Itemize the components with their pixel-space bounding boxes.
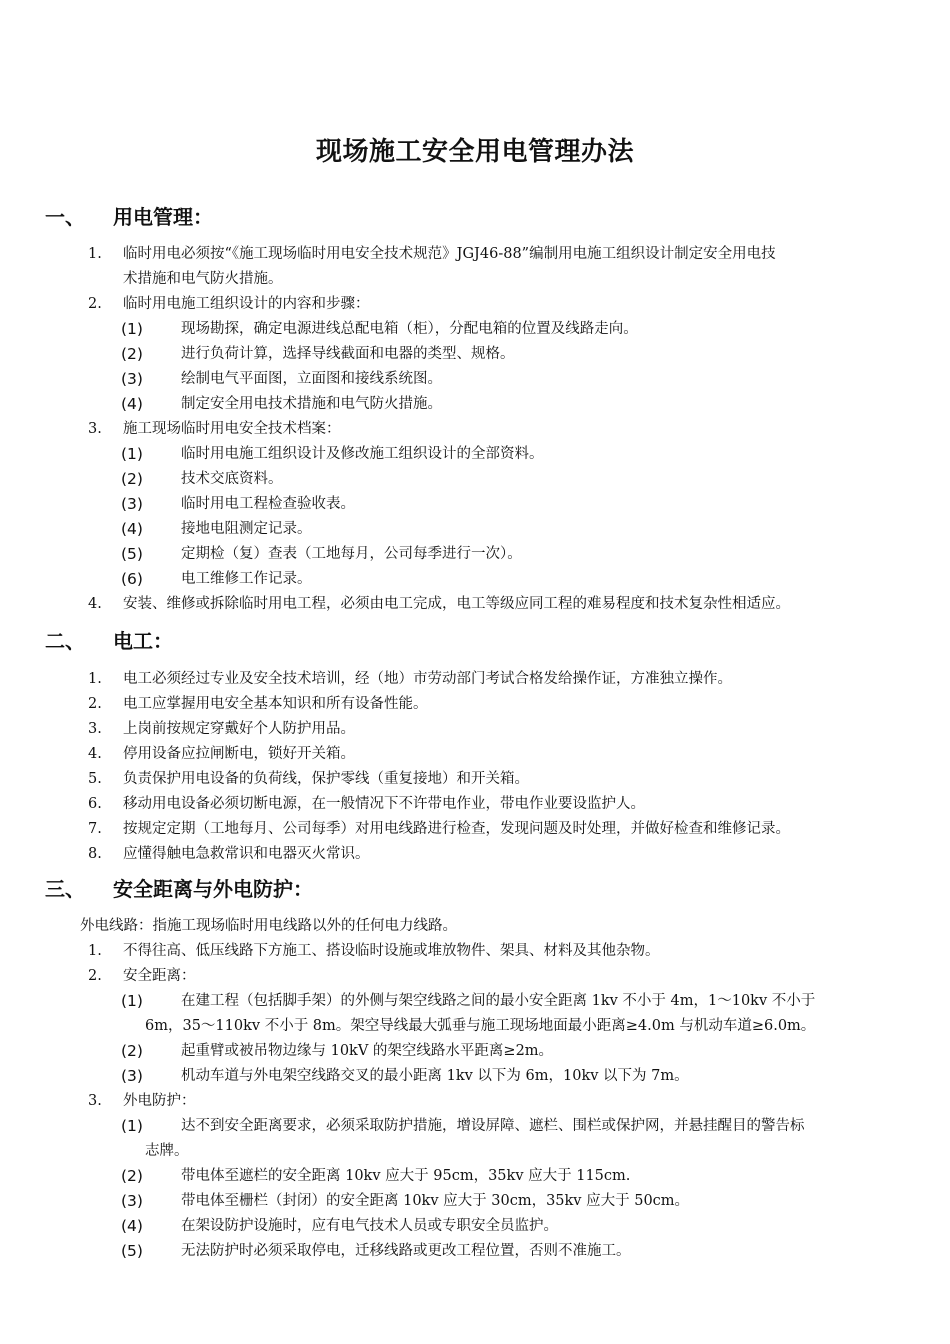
list-number: 1. (88, 246, 102, 262)
list-number: 5. (88, 771, 102, 787)
sub-item-text: 电工维修工作记录。 (181, 571, 312, 587)
list-item-text: 施工现场临时用电安全技术档案： (123, 421, 341, 437)
list-item-text: 停用设备应拉闸断电，锁好开关箱。 (123, 746, 355, 762)
list-item-text: 安装、维修或拆除临时用电工程，必须由电工完成，电工等级应同工程的难易程度和技术复杂性相适应。 (123, 596, 790, 612)
sub-number: (2) (121, 470, 143, 488)
list-item-text: 不得往高、低压线路下方施工、搭设临时设施或堆放物件、架具、材料及其他杂物。 (123, 943, 660, 959)
section-heading-2 (45, 626, 173, 656)
sub-item-text: 临时用电工程检查验收表。 (181, 496, 355, 512)
list-number: 2. (88, 968, 102, 984)
sub-item-text: 带电体至遮栏的安全距离 10kv 应大于 95cm，35kv 应大于 115cm. (181, 1168, 631, 1184)
list-item-text: 外电防护： (123, 1093, 196, 1109)
sub-number: (3) (121, 1192, 143, 1210)
sub-number: (3) (121, 1067, 143, 1085)
sub-item-text: 制定安全用电技术措施和电气防火措施。 (181, 396, 442, 412)
sub-number: (1) (121, 445, 143, 463)
sub-item-text: 临时用电施工组织设计及修改施工组织设计的全部资料。 (181, 446, 544, 462)
sub-item-text: 技术交底资料。 (181, 471, 283, 487)
list-number: 2. (88, 296, 102, 312)
sub-item-continuation: 6m，35～110kv 不小于 8m。架空导线最大弧垂与施工现场地面最小距离≥4.0m 与机动车道≥6.0m。 (145, 1018, 816, 1034)
sub-number: (5) (121, 1242, 143, 1260)
list-item-text: 按规定定期（工地每月、公司每季）对用电线路进行检查，发现问题及时处理，并做好检查和维修记录。 (123, 821, 790, 837)
list-item-text: 安全距离： (123, 968, 196, 984)
section-title: 安全距离与外电防护： (113, 877, 313, 901)
sub-number: (4) (121, 1217, 143, 1235)
sub-item-text: 机动车道与外电架空线路交叉的最小距离 1kv 以下为 6m，10kv 以下为 7m。 (181, 1068, 689, 1084)
document-title: 现场施工安全用电管理办法 (315, 137, 634, 167)
sub-item-continuation: 志牌。 (145, 1143, 189, 1159)
list-number: 7. (88, 821, 102, 837)
list-number: 2. (88, 696, 102, 712)
section-title: 用电管理： (113, 205, 213, 229)
list-item-text: 应懂得触电急救常识和电器灭火常识。 (123, 846, 370, 862)
list-number: 1. (88, 671, 102, 687)
sub-item-text: 带电体至栅栏（封闭）的安全距离 10kv 应大于 30cm，35kv 应大于 50cm。 (181, 1193, 690, 1209)
sub-number: (1) (121, 1117, 143, 1135)
sub-item-text: 在建工程（包括脚手架）的外侧与架空线路之间的最小安全距离 1kv 不小于 4m，1～10kv 不小于 (181, 993, 816, 1009)
list-item-continuation: 术措施和电气防火措施。 (123, 271, 283, 287)
list-item-text: 负责保护用电设备的负荷线，保护零线（重复接地）和开关箱。 (123, 771, 529, 787)
sub-item-text: 接地电阻测定记录。 (181, 521, 312, 537)
sub-number: (2) (121, 1167, 143, 1185)
list-number: 3. (88, 721, 102, 737)
sub-item-text: 起重臂或被吊物边缘与 10kV 的架空线路水平距离≥2m。 (181, 1043, 554, 1059)
list-item-text: 电工必须经过专业及安全技术培训，经（地）市劳动部门考试合格发给操作证，方准独立操作。 (123, 671, 732, 687)
sub-number: (3) (121, 370, 143, 388)
list-number: 8. (88, 846, 102, 862)
section-title: 电工： (113, 629, 173, 653)
sub-number: (1) (121, 992, 143, 1010)
section-intro: 外电线路：指施工现场临时用电线路以外的任何电力线路。 (80, 918, 457, 934)
sub-item-text: 现场勘探，确定电源进线总配电箱（柜），分配电箱的位置及线路走向。 (181, 321, 638, 337)
section-heading-1 (45, 202, 213, 232)
sub-number: (2) (121, 345, 143, 363)
sub-number: (6) (121, 570, 143, 588)
sub-item-text: 进行负荷计算，选择导线截面和电器的类型、规格。 (181, 346, 515, 362)
list-item-text: 移动用电设备必须切断电源，在一般情况下不许带电作业，带电作业要设监护人。 (123, 796, 645, 812)
list-number: 6. (88, 796, 102, 812)
section-number: 二、 (45, 629, 85, 653)
sub-item-text: 定期检（复）查表（工地每月，公司每季进行一次）。 (181, 546, 522, 562)
list-item-text: 临时用电必须按“《施工现场临时用电安全技术规范》JGJ46-88”编制用电施工组织设计制定安全用电技 (123, 246, 776, 262)
sub-number: (5) (121, 545, 143, 563)
sub-number: (1) (121, 320, 143, 338)
list-number: 4. (88, 596, 102, 612)
section-number: 一、 (45, 205, 85, 229)
sub-number: (3) (121, 495, 143, 513)
sub-item-text: 在架设防护设施时，应有电气技术人员或专职安全员监护。 (181, 1218, 558, 1234)
section-heading-3 (45, 874, 313, 904)
sub-item-text: 达不到安全距离要求，必须采取防护措施，增设屏障、遮栏、围栏或保护网，并悬挂醒目的警告标 (181, 1118, 805, 1134)
list-number: 1. (88, 943, 102, 959)
sub-number: (4) (121, 520, 143, 538)
list-item-text: 电工应掌握用电安全基本知识和所有设备性能。 (123, 696, 428, 712)
list-item-text: 上岗前按规定穿戴好个人防护用品。 (123, 721, 355, 737)
sub-number: (2) (121, 1042, 143, 1060)
list-number: 3. (88, 1093, 102, 1109)
sub-item-text: 绘制电气平面图，立面图和接线系统图。 (181, 371, 442, 387)
list-number: 4. (88, 746, 102, 762)
list-item-text: 临时用电施工组织设计的内容和步骤： (123, 296, 370, 312)
sub-item-text: 无法防护时必须采取停电，迁移线路或更改工程位置，否则不准施工。 (181, 1243, 631, 1259)
list-number: 3. (88, 421, 102, 437)
sub-number: (4) (121, 395, 143, 413)
section-number: 三、 (45, 877, 85, 901)
